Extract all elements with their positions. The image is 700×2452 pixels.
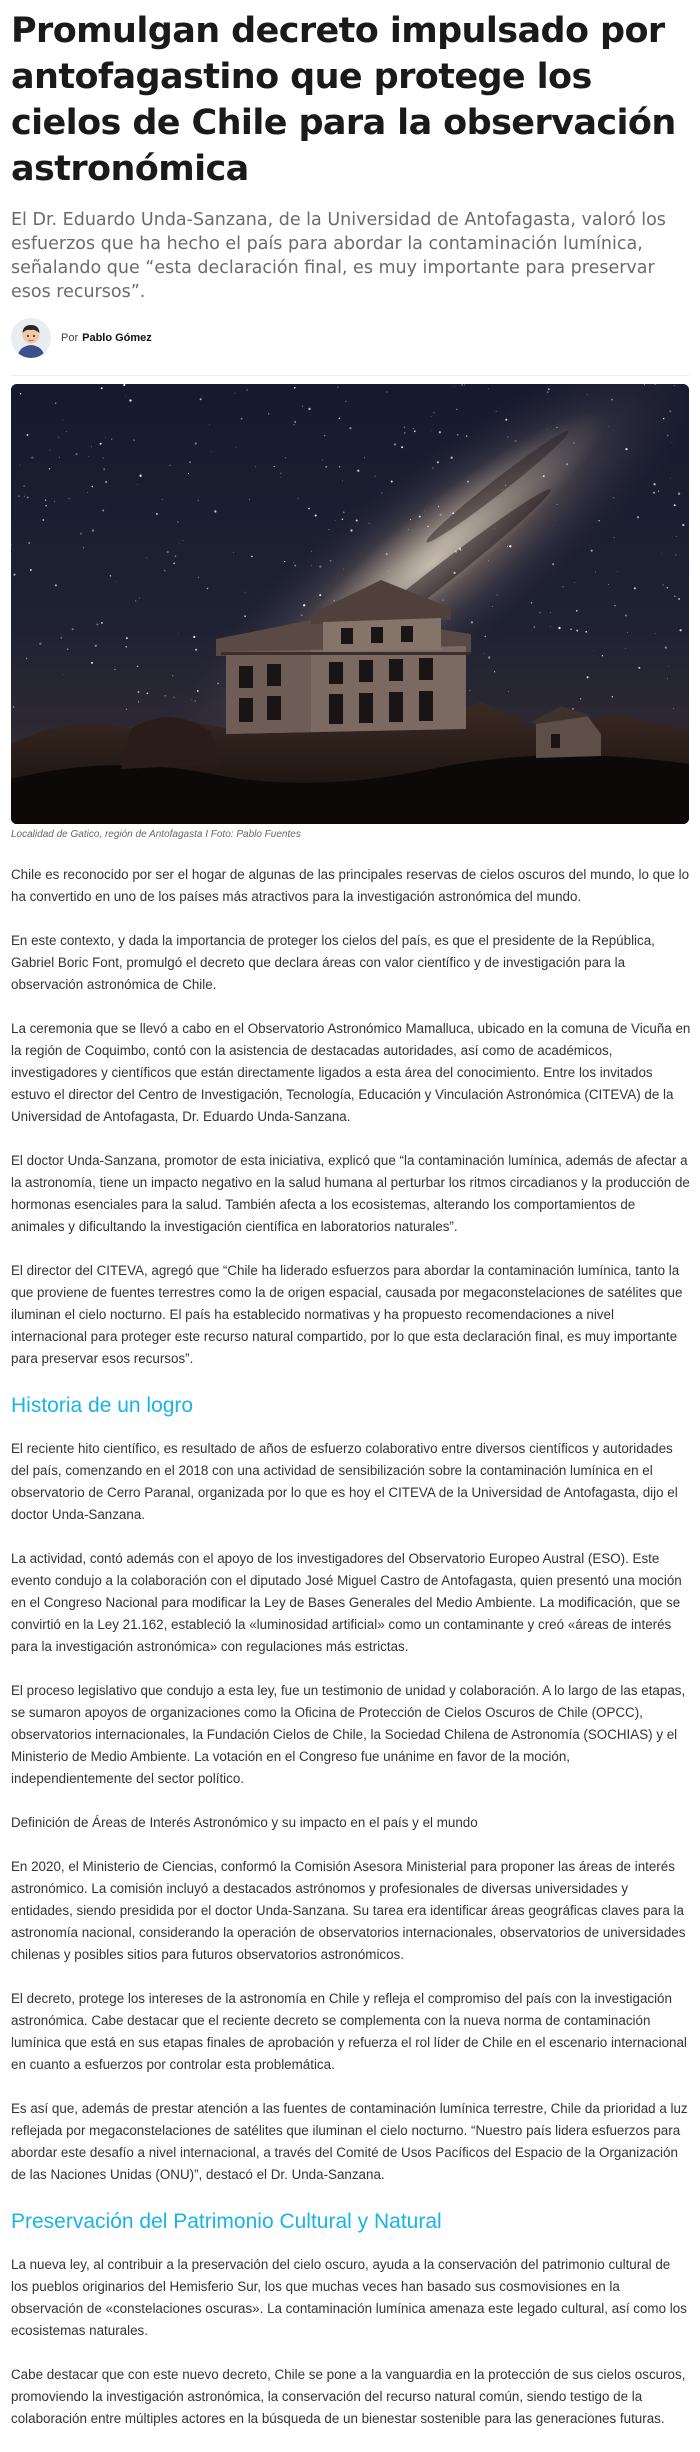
paragraph: Cabe destacar que con este nuevo decreto, Chile se pone a la vanguardia en la protección de sus cielos oscuros, promoviendo la investigación astronómica, la conservación del recurso natural común, siendo testigo de la colaboración entre múltiples actores en la búsqueda de un bienestar sostenible para las generaciones futuras. [11, 2367, 686, 2426]
paragraph: En este contexto, y dada la importancia de proteger los cielos del país, es que el presidente de la República, Gabriel Boric Font, promulgó el decreto que declara áreas con valor científico y de investigación para la observación astronómica de Chile. [11, 933, 655, 992]
paragraph: El doctor Unda-Sanzana, promotor de esta iniciativa, explicó que “la contaminación lumínica, además de afectar a la astronomía, tiene un impacto negativo en la salud humana al perturbar los ritmos circadianos y la producción de hormonas esenciales para la salud. También afecta a los ecosistemas, alterando los comportamientos de animales y dificultando la investigación científica en laboratorios naturales”. [11, 1153, 690, 1234]
section-heading-preservacion: Preservación del Patrimonio Cultural y Natural [11, 2210, 442, 2233]
paragraph: Chile es reconocido por ser el hogar de algunas de las principales reservas de cielos oscuros del mundo, lo que lo ha convertido en uno de los países más atractivos para la investigación astronómica del mundo. [11, 867, 690, 904]
paragraph: La actividad, contó además con el apoyo de los investigadores del Observatorio Europeo Austral (ESO). Este evento condujo a la colaboración con el diputado José Miguel Castro de Antofagasta, quien presentó una moción en el Congreso Nacional para modificar la Ley de Bases Generales del Medio Ambiente. La modificación, que se convirtió en la Ley 21.162, estableció la «luminosidad artificial» como un contaminante y creó «áreas de interés para la investigación astronómica» con regulaciones más estrictas. [11, 1551, 682, 1654]
paragraph: En 2020, el Ministerio de Ciencias, conformó la Comisión Asesora Ministerial para proponer las áreas de interés astronómico. La comisión incluyó a destacados astrónomos y profesionales de diversas universidades y entidades, siendo presidida por el doctor Unda-Sanzana. Su tarea era identificar áreas geográficas claves para la astronomía nacional, considerando la operación de observatorios internacionales, observatorios de universidades chilenas y posibles sitios para futuros observatorios astronómicos. [11, 1859, 686, 1962]
paragraph: La nueva ley, al contribuir a la preservación del cielo oscuro, ayuda a la conservación del patrimonio cultural de los pueblos originarios del Hemisferio Sur, los que muchas veces han basado sus cosmovisiones en la observación de «constelaciones oscuras». La contaminación lumínica amenaza este legado cultural, así como los ecosistemas naturales. [11, 2257, 687, 2338]
paragraph: El director del CITEVA, agregó que “Chile ha liderado esfuerzos para abordar la contaminación lumínica, tanto la que proviene de fuentes terrestres como la de origen espacial, causada por megaconstelaciones de satélites que iluminan el cielo nocturno. El país ha establecido normativas y ha propuesto recomendaciones a nivel internacional para proteger este recurso natural compartido, por lo que esta declaración final, es muy importante para preservar esos recursos”. [11, 1263, 683, 1366]
paragraph: La ceremonia que se llevó a cabo en el Observatorio Astronómico Mamalluca, ubicado en la comuna de Vicuña en la región de Coquimbo, contó con la asistencia de destacadas autoridades, así como de académicos, investigadores y científicos que están directamente ligados a esta área del conocimiento. Entre los invitados estuvo el director del Centro de Investigación, Tecnología, Educación y Vinculación Astronómica (CITEVA) de la Universidad de Antofagasta, Dr. Eduardo Unda-Sanzana. [11, 1021, 691, 1124]
author-avatar-icon[interactable] [11, 318, 51, 358]
byline-prefix: Por [61, 332, 79, 344]
hero-image [11, 384, 689, 824]
byline [11, 318, 152, 358]
article-body [11, 864, 691, 2452]
paragraph: El reciente hito científico, es resultado de años de esfuerzo colaborativo entre diversos científicos y autoridades del país, comenzando en el 2018 con una actividad de sensibilización sobre la contaminación lumínica en el observatorio de Cerro Paranal, organizada por lo que es hoy el CITEVA de la Universidad de Antofagasta, dijo el doctor Unda-Sanzana. [11, 1441, 678, 1522]
section-heading-historia: Historia de un logro [11, 1394, 194, 1417]
author-name[interactable]: Pablo Gómez [82, 332, 152, 344]
divider [11, 375, 689, 376]
paragraph: Es así que, además de prestar atención a las fuentes de contaminación lumínica terrestre, Chile da prioridad a luz reflejada por megaconstelaciones de satélites que iluminan el cielo nocturno. “Nuestro país lidera esfuerzos para abordar este desafío a nivel internacional, a través del Comité de Usos Pacíficos del Espacio de la Organización de las Naciones Unidas (ONU)”, destacó el Dr. Unda-Sanzana. [11, 2101, 688, 2182]
paragraph: Definición de Áreas de Interés Astronómico y su impacto en el país y el mundo [11, 1815, 478, 1830]
article-lead: El Dr. Eduardo Unda-Sanzana, de la Universidad de Antofagasta, valoró los esfuerzos que ha hecho el país para abordar la contaminación lumínica, señalando que “esta declaración final, es muy importante para preservar esos recursos”. [11, 210, 666, 302]
article-title: Promulgan decreto impulsado por antofagastino que protege los cielos de Chile para la observación astronómica [11, 11, 676, 189]
paragraph: El proceso legislativo que condujo a esta ley, fue un testimonio de unidad y colaboración. A lo largo de las etapas, se sumaron apoyos de organizaciones como la Oficina de Protección de Cielos Oscuros de Chile (OPCC), observatorios internacionales, la Fundación Cielos de Chile, la Sociedad Chilena de Astronomía (SOCHIAS) y el Ministerio de Medio Ambiente. La votación en el Congreso fue unánime en favor de la moción, independientemente del sector político. [11, 1683, 686, 1786]
image-caption: Localidad de Gatico, región de Antofagasta I Foto: Pablo Fuentes [11, 829, 301, 840]
paragraph: El decreto, protege los intereses de la astronomía en Chile y refleja el compromiso del país con la investigación astronómica. Cabe destacar que el reciente decreto se complementa con la nueva norma de contaminación lumínica que está en sus etapas finales de aprobación y refuerza el rol líder de Chile en el escenario internacional en cuanto a esfuerzos por controlar esta problemática. [11, 1991, 687, 2072]
